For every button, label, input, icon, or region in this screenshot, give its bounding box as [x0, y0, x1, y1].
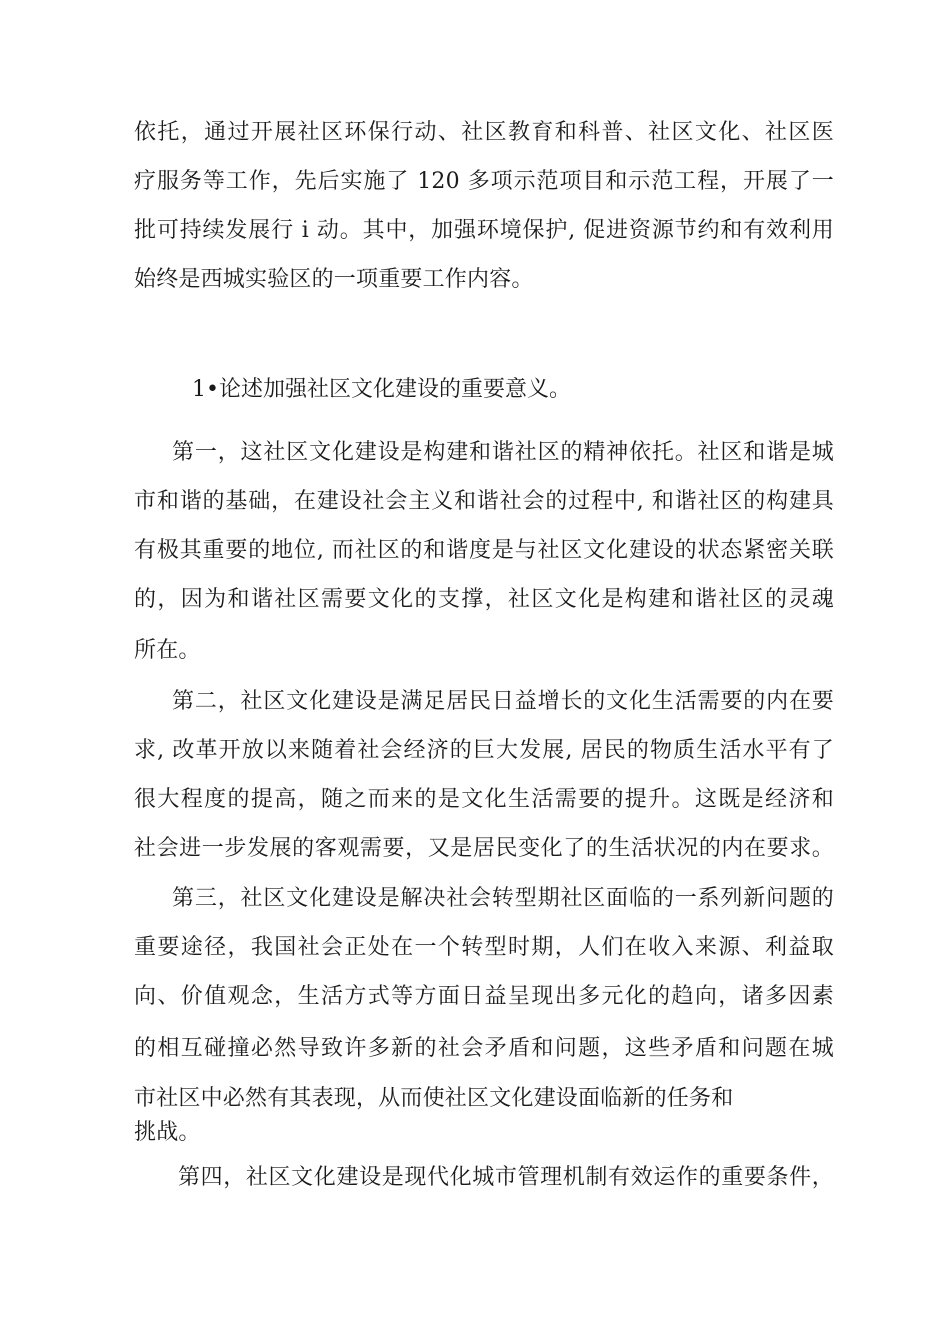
- intro-line-1: 依托，通过开展社区环保行动、社区教育和科普、社区文化、社区医: [134, 120, 834, 145]
- intro-line-3: 批可持续发展行 i 动。其中，加强环境保护, 促进资源节约和有效利用: [134, 218, 834, 243]
- paragraph-1-line-2: 市和谐的基础，在建设社会主义和谐社会的过程中, 和谐社区的构建具: [134, 489, 834, 514]
- paragraph-3-line-5: 市社区中必然有其表现，从而使社区文化建设面临新的任务和: [134, 1086, 734, 1111]
- paragraph-3-line-2: 重要途径，我国社会正处在一个转型时期，人们在收入来源、利益取: [134, 935, 834, 960]
- paragraph-2-line-3: 很大程度的提高，随之而来的是文化生活需要的提升。这既是经济和: [134, 787, 834, 812]
- paragraph-1-line-3: 有极其重要的地位, 而社区的和谐度是与社区文化建设的状态紧密关联: [134, 538, 834, 563]
- paragraph-3-line-1: 第三，社区文化建设是解决社会转型期社区面临的一系列新问题的: [172, 886, 834, 911]
- paragraph-3-line-4: 的相互碰撞必然导致许多新的社会矛盾和问题，这些矛盾和问题在城: [134, 1036, 834, 1061]
- paragraph-1-line-4: 的，因为和谐社区需要文化的支撑，社区文化是构建和谐社区的灵魂: [134, 587, 834, 612]
- paragraph-2-line-2: 求, 改革开放以来随着社会经济的巨大发展, 居民的物质生活水平有了: [134, 738, 834, 763]
- paragraph-2-line-4: 社会进一步发展的客观需要，又是居民变化了的生活状况的内在要求。: [134, 836, 834, 861]
- paragraph-4-line-1: 第四，社区文化建设是现代化城市管理机制有效运作的重要条件，: [178, 1165, 834, 1190]
- paragraph-1-line-5: 所在。: [134, 638, 201, 663]
- paragraph-1-line-1: 第一，这社区文化建设是构建和谐社区的精神依托。社区和谐是城: [172, 440, 834, 465]
- paragraph-3-line-3: 向、价值观念，生活方式等方面日益呈现出多元化的趋向，诸多因素: [134, 984, 834, 1009]
- intro-line-2: 疗服务等工作，先后实施了 120 多项示范项目和示范工程，开展了一: [134, 169, 834, 194]
- intro-line-4: 始终是西城实验区的一项重要工作内容。: [134, 267, 534, 292]
- question-heading: 1•论述加强社区文化建设的重要意义。: [192, 377, 571, 402]
- paragraph-2-line-1: 第二，社区文化建设是满足居民日益增长的文化生活需要的内在要: [172, 689, 834, 714]
- paragraph-3-line-6: 挑战。: [134, 1120, 201, 1145]
